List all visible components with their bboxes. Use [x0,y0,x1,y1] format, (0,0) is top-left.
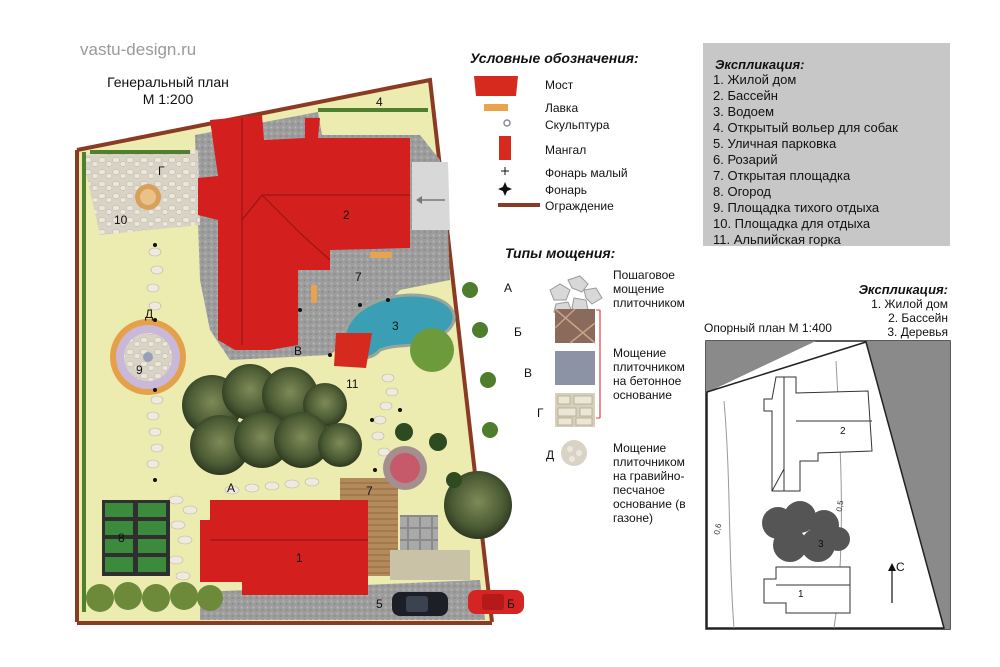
contour-05: 0,5 [834,499,846,513]
label-5: 5 [376,597,383,611]
label-4: 4 [376,95,383,109]
explication2-list [820,297,948,339]
explication-box [703,43,950,246]
label-7a: 7 [355,270,362,284]
label-11: 11 [346,377,359,391]
legend-bridge: Мост [545,78,574,92]
explication-item: 4. Открытый вольер для собак [713,120,898,135]
explication-item: 2. Бассейн [713,88,778,103]
bench-plan-2 [311,285,317,303]
label-V: В [294,344,303,358]
bench-plan [370,252,392,258]
ref-label-1: 1 [798,589,804,600]
paving-g [400,515,438,550]
general-plan-scale: М 1:200 [142,91,194,107]
sculpture-icon [504,120,510,126]
grill-icon [499,136,511,160]
label-9: 9 [136,363,143,377]
label-1: 1 [296,551,303,565]
paving-title: Типы мощения: [505,245,616,261]
ref-label-3: 3 [818,539,824,550]
bench-icon [484,104,508,111]
north-label: С [896,560,905,574]
legend-title: Условные обозначения: [470,50,639,66]
paving-d-text: Мощение плиточником на гравийно-песчаное основание (в газоне) [613,441,686,525]
legend-sculpture: Скульптура [545,118,610,132]
label-B: Б [507,597,515,611]
explication-item: 1. Жилой дом [713,72,797,87]
paving-v-icon [555,351,595,385]
explication-title: Экспликация: [715,57,805,72]
paving-letter-v: В [524,366,533,380]
label-A: А [227,481,236,495]
explication-item: 5. Уличная парковка [713,136,837,151]
explication-item: 6. Розарий [713,152,778,167]
general-plan-drawing [0,0,515,640]
small-lamp-icon [501,167,509,175]
explication-item: 3. Водоем [713,104,775,119]
paving-letter-d: Д [546,448,555,462]
label-G: Г [158,164,165,178]
reference-plan-drawing [706,341,950,629]
explication-item: 8. Огород [713,184,772,199]
explication2 [820,282,948,339]
explication-item: 11. Альпийская горка [713,232,841,247]
legend-small-lamp: Фонарь малый [545,166,628,180]
explication2-item: 3. Деревья [887,325,948,339]
paving-d-icon [561,440,587,466]
explication-list [713,72,898,248]
legend-icons [468,70,540,220]
paving-letter-a: А [504,281,513,295]
explication2-item: 2. Бассейн [888,311,948,325]
paving-bvg-text: Мощение плиточником на бетонное основание [613,346,685,402]
bridge-icon [334,333,372,368]
legend-lamp: Фонарь [545,183,588,197]
legend-grill: Мангал [545,143,587,157]
bridge-icon [474,76,518,96]
ref-label-2: 2 [840,426,846,437]
explication-item: 9. Площадка тихого отдыха [713,200,880,215]
site-watermark: vastu-design.ru [80,40,197,59]
lamp-icon [498,182,512,196]
house-1-roof [200,500,368,595]
car-red [468,590,524,614]
legend-fence: Ограждение [545,199,614,213]
explication-item: 10. Площадка для отдыха [713,216,871,231]
paving-letter-g: Г [537,406,544,420]
paving-swatches [500,268,610,468]
explication-item: 7. Открытая площадка [713,168,851,183]
fence-icon [498,203,540,207]
contour-06: 0,6 [712,522,724,536]
label-3: 3 [392,319,399,333]
paving-a-text: Пошаговое мощение плиточником [613,268,685,310]
explication2-title: Экспликация: [858,282,948,297]
car-black [392,592,448,616]
paving-letter-b: Б [514,325,522,339]
legend-bench: Лавка [545,101,579,115]
label-8: 8 [118,531,125,545]
reference-plan-title: Опорный план М 1:400 [704,321,832,335]
label-D: Д [145,307,154,321]
label-7b: 7 [366,484,373,498]
label-2: 2 [343,208,350,222]
general-plan-heading: Генеральный план [107,74,229,90]
explication2-item: 1. Жилой дом [871,297,948,311]
label-10: 10 [114,213,128,227]
